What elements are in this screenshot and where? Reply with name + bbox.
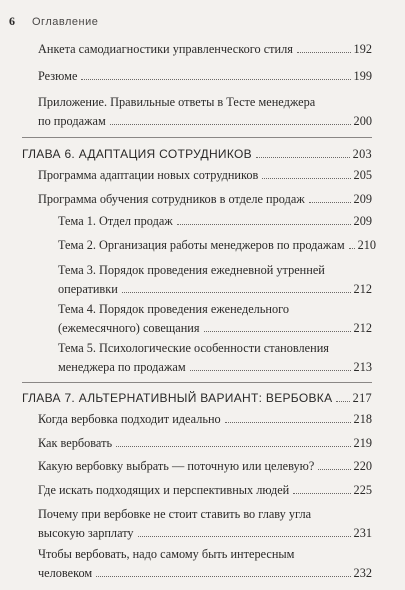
entry-title-cont: оперативки [58,282,118,296]
toc-entry[interactable] [38,93,372,131]
toc-entry[interactable] [38,190,372,209]
entry-page: 205 [353,168,372,182]
entry-page: 225 [353,483,372,497]
entry-title-cont: высокую зарплату [38,526,134,540]
dot-leader [318,469,350,470]
entry-title: Как вербовать [38,436,113,450]
toc-entry[interactable] [38,166,372,185]
toc-entry[interactable] [38,545,372,583]
toc-chapter-6[interactable] [22,145,372,164]
entry-title-cont: человеком [38,566,93,580]
entry-title: Резюме [38,69,78,83]
toc-subentry[interactable] [58,339,372,377]
dot-leader [309,202,351,203]
toc-subentry[interactable] [58,261,372,299]
entry-page: 220 [353,459,372,473]
dot-leader [96,576,350,577]
entry-page: 212 [353,321,372,335]
entry-page: 218 [353,412,372,426]
dot-leader [177,224,351,225]
toc-entry[interactable] [38,434,372,453]
entry-page: 212 [353,282,372,296]
dot-leader [293,493,350,494]
toc-entry[interactable] [38,40,372,59]
toc-entry[interactable] [38,410,372,429]
running-title: Оглавление [32,16,99,28]
entry-title: Тема 5. Психологические особенности становления [58,341,329,355]
entry-page: 217 [352,391,372,405]
entry-title: Почему при вербовке не стоит ставить во главу угла [38,507,312,521]
dot-leader [116,446,350,447]
entry-title: Тема 1. Отдел продаж [58,214,173,228]
entry-title: Программа обучения сотрудников в отделе продаж [38,192,305,206]
entry-page: 210 [357,238,377,252]
chapter-title: ГЛАВА 7. АЛЬТЕРНАТИВНЫЙ ВАРИАНТ: ВЕРБОВКА [22,391,333,405]
toc-entry[interactable] [38,505,372,543]
entry-title: Какую вербовку выбрать — поточную или целевую? [38,459,315,473]
entry-page: 209 [353,214,372,228]
entry-page: 209 [353,192,372,206]
toc-subentry[interactable] [58,236,377,255]
entry-page: 232 [353,566,372,580]
toc-subentry[interactable] [58,212,372,231]
dot-leader [110,124,351,125]
dot-leader [190,370,351,371]
entry-title: Приложение. Правильные ответы в Тесте менеджера [38,95,316,109]
entry-title: Когда вербовка подходит идеально [38,412,221,426]
dot-leader [297,52,351,53]
dot-leader [256,157,350,158]
entry-title-cont: менеджера по продажам [58,360,186,374]
toc-chapter-7[interactable] [22,389,372,408]
entry-title: Тема 3. Порядок проведения ежедневной утренней [58,263,325,277]
entry-page: 192 [353,42,372,56]
page-header [9,14,98,29]
dot-leader [81,79,350,80]
chapter-title: ГЛАВА 6. АДАПТАЦИЯ СОТРУДНИКОВ [22,147,252,161]
section-divider [22,382,372,383]
dot-leader [122,292,351,293]
entry-title: Где искать подходящих и перспективных людей [38,483,290,497]
entry-title: Чтобы вербовать, надо самому быть интересным [38,547,295,561]
entry-title: Программа адаптации новых сотрудников [38,168,259,182]
entry-page: 200 [353,114,372,128]
toc-entry[interactable] [38,67,372,86]
entry-title-cont: по продажам [38,114,106,128]
toc-subentry[interactable] [58,300,372,338]
entry-title: Тема 2. Организация работы менеджеров по продажам [58,238,345,252]
dot-leader [138,536,351,537]
dot-leader [262,178,350,179]
dot-leader [204,331,351,332]
entry-page: 213 [353,360,372,374]
section-divider [22,137,372,138]
toc-entry[interactable] [38,457,372,476]
entry-title-cont: (ежемесячного) совещания [58,321,200,335]
entry-page: 203 [352,147,372,161]
entry-page: 231 [353,526,372,540]
toc-entry[interactable] [38,481,372,500]
page-number: 6 [9,14,15,28]
dot-leader [349,248,355,249]
entry-page: 199 [353,69,372,83]
dot-leader [225,422,351,423]
dot-leader [336,401,349,402]
entry-page: 219 [353,436,372,450]
entry-title: Анкета самодиагностики управленческого стиля [38,42,293,56]
entry-title: Тема 4. Порядок проведения еженедельного [58,302,290,316]
